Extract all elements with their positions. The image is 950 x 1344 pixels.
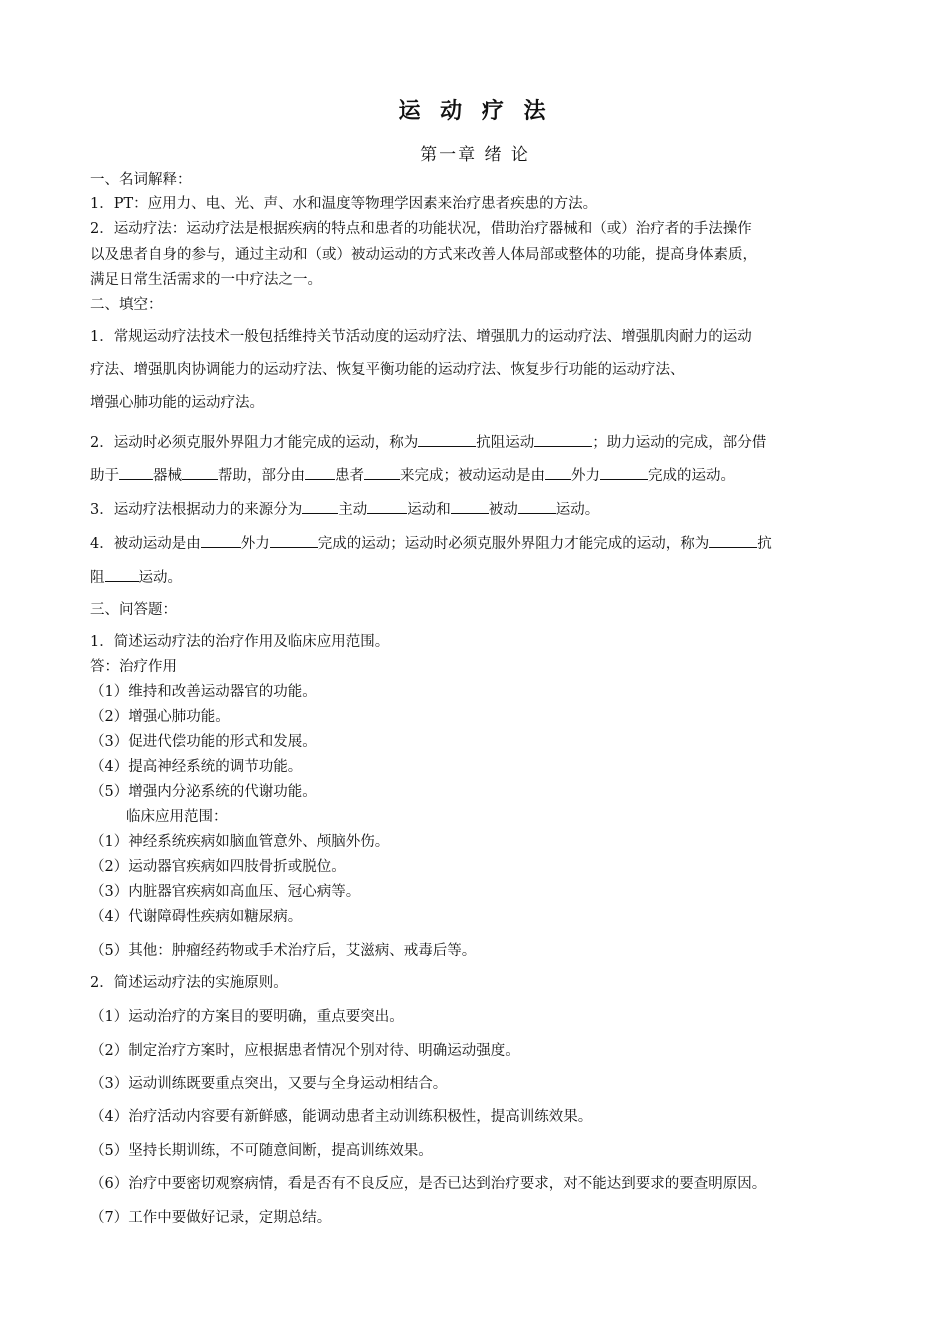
list-item: （2）运动器官疾病如四肢骨折或脱位。	[90, 859, 346, 875]
blank-line	[600, 464, 648, 480]
answer-text: 器械	[153, 468, 182, 484]
term-exercise-therapy-line-2: 以及患者自身的参与，通过主动和（或）被动运动的方式来改善人体局部或整体的功能，提高身体素质，	[90, 247, 757, 263]
text-segment: 运动。	[555, 502, 600, 518]
blank-line	[182, 464, 218, 480]
list-item: （3）运动训练既要重点突出，又要与全身运动相结合。	[90, 1076, 448, 1092]
blank-line	[709, 532, 757, 548]
fill-q2-line-1	[90, 431, 766, 453]
list-item: （5）坚持长期训练，不可随意间断，提高训练效果。	[90, 1143, 433, 1159]
qa-answer-label: 答：治疗作用	[90, 659, 177, 675]
blank-line	[451, 498, 489, 514]
blank-line	[545, 464, 571, 480]
list-item: （1）运动治疗的方案目的要明确，重点要突出。	[90, 1009, 404, 1025]
blank-line	[534, 431, 592, 447]
text-segment: 3．运动疗法根据动力的来源分为	[90, 502, 303, 518]
blank-line	[305, 464, 335, 480]
answer-text: 外力	[240, 536, 270, 552]
blank-line	[367, 498, 407, 514]
answer-text: 外力	[571, 468, 600, 484]
text-segment: 运动。	[138, 570, 182, 586]
list-item: （4）治疗活动内容要有新鲜感，能调动患者主动训练积极性，提高训练效果。	[90, 1109, 593, 1125]
list-item: （4）代谢障碍性疾病如糖尿病。	[90, 909, 303, 925]
answer-text: 抗	[757, 536, 772, 552]
fill-q1-line-1: 1．常规运动疗法技术一般包括维持关节活动度的运动疗法、增强肌力的运动疗法、增强肌肉耐力的运动	[90, 329, 752, 345]
section-heading-qa: 三、问答题：	[90, 602, 177, 618]
blank-line	[201, 532, 241, 548]
text-segment: 运动和	[407, 502, 451, 518]
answer-text: 主动	[338, 502, 368, 518]
list-item: （7）工作中要做好记录，定期总结。	[90, 1210, 332, 1226]
blank-line	[270, 532, 318, 548]
list-item: （3）促进代偿功能的形式和发展。	[90, 734, 317, 750]
chapter-heading: 第一章 绪 论	[420, 145, 530, 165]
list-item: （6）治疗中要密切观察病情，看是否有不良反应，是否已达到治疗要求，对不能达到要求的要查明原因。	[90, 1176, 767, 1192]
term-pt: 1．PT：应用力、电、光、声、水和温度等物理学因素来治疗患者疾患的方法。	[90, 196, 598, 212]
text-segment: ；助力运动的完成，部分借	[592, 435, 767, 451]
list-item: （1）神经系统疾病如脑血管意外、颅脑外伤。	[90, 834, 390, 850]
term-exercise-therapy-line-1: 2．运动疗法：运动疗法是根据疾病的特点和患者的功能状况，借助治疗器械和（或）治疗者的手法操作	[90, 221, 752, 237]
text-segment: 完成的运动。	[648, 468, 735, 484]
text-segment: 完成的运动；运动时必须克服外界阻力才能完成的运动，称为	[317, 536, 710, 552]
document-title: 运 动 疗 法	[398, 99, 552, 124]
text-segment: 来完成；被动运动是由	[400, 468, 545, 484]
list-item: （5）其他：肿瘤经药物或手术治疗后，艾滋病、戒毒后等。	[90, 943, 477, 959]
fill-q3	[90, 498, 599, 520]
blank-line	[364, 464, 400, 480]
term-exercise-therapy-line-3: 满足日常生活需求的一中疗法之一。	[90, 272, 322, 288]
answer-text: 被动	[488, 502, 518, 518]
text-segment: 助于	[90, 468, 119, 484]
text-segment: 帮助，部分由	[218, 468, 305, 484]
blank-line	[518, 498, 556, 514]
list-item: （2）制定治疗方案时，应根据患者情况个别对待、明确运动强度。	[90, 1043, 520, 1059]
text-segment: 2．运动时必须克服外界阻力才能完成的运动，称为	[90, 435, 419, 451]
blank-line	[302, 498, 338, 514]
qa-question-2: 2．简述运动疗法的实施原则。	[90, 975, 288, 991]
fill-q4-line-1	[90, 532, 772, 554]
section-heading-fill: 二、填空：	[90, 297, 163, 313]
list-item: （5）增强内分泌系统的代谢功能。	[90, 784, 317, 800]
blank-line	[119, 464, 153, 480]
answer-text: 抗阻运动	[476, 435, 535, 451]
clinical-label: 临床应用范围：	[126, 809, 228, 825]
fill-q1-line-3: 增强心肺功能的运动疗法。	[90, 395, 264, 411]
list-item: （3）内脏器官疾病如高血压、冠心病等。	[90, 884, 361, 900]
list-item: （4）提高神经系统的调节功能。	[90, 759, 303, 775]
fill-q2-line-2	[90, 464, 735, 486]
list-item: （1）维持和改善运动器官的功能。	[90, 684, 317, 700]
section-heading-terms: 一、名词解释：	[90, 172, 192, 188]
blank-line	[105, 566, 139, 582]
blank-line	[418, 431, 476, 447]
fill-q1-line-2: 疗法、增强肌肉协调能力的运动疗法、恢复平衡功能的运动疗法、恢复步行功能的运动疗法、	[90, 362, 685, 378]
answer-text: 阻	[90, 570, 105, 586]
fill-q4-line-2	[90, 566, 182, 588]
text-segment: 4．被动运动是由	[90, 536, 201, 552]
qa-question-1: 1．简述运动疗法的治疗作用及临床应用范围。	[90, 634, 390, 650]
answer-text: 患者	[335, 468, 364, 484]
list-item: （2）增强心肺功能。	[90, 709, 230, 725]
